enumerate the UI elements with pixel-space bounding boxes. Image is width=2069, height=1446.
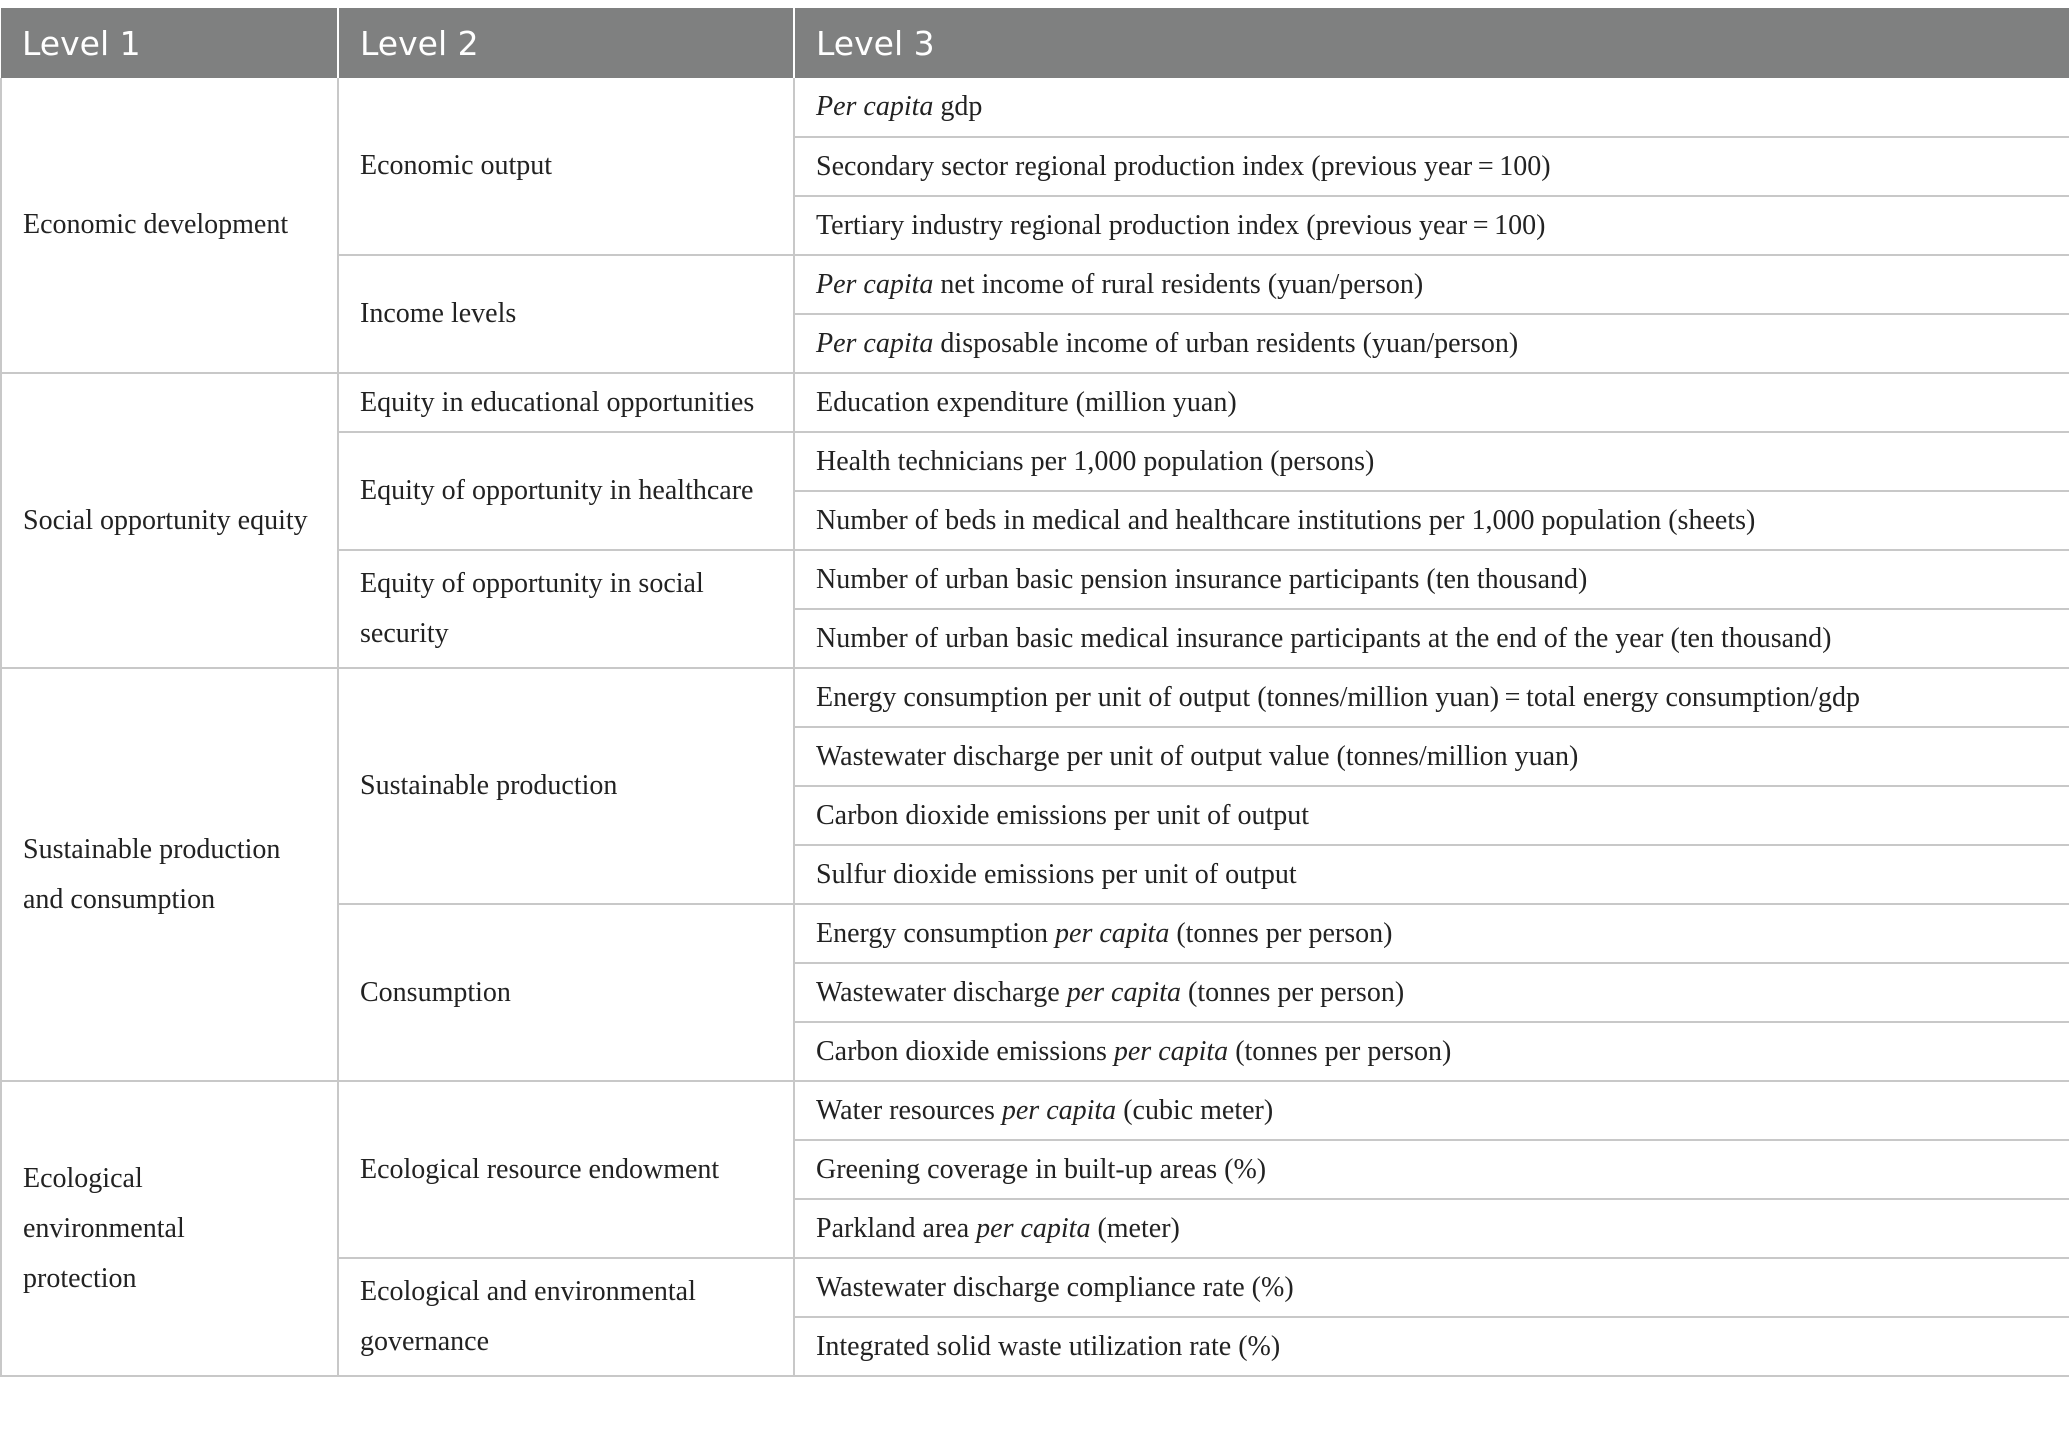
header-level-3: Level 3 bbox=[794, 8, 2069, 78]
level3-text: Integrated solid waste utilization rate (%) bbox=[816, 1330, 1281, 1362]
level2-cell bbox=[338, 668, 794, 904]
level3-text: Tertiary industry regional production index (previous year = 100) bbox=[816, 209, 1546, 241]
level3-cell bbox=[794, 137, 2069, 196]
level3-italic-text: per capita bbox=[1001, 1094, 1117, 1126]
level3-cell bbox=[794, 432, 2069, 491]
level3-cell bbox=[794, 1140, 2069, 1199]
level3-text: Number of urban basic medical insurance participants at the end of the year (ten thousand) bbox=[816, 622, 1832, 654]
level2-cell bbox=[338, 904, 794, 1081]
level3-text: Parkland area bbox=[816, 1212, 977, 1244]
level3-text: Number of beds in medical and healthcare institutions per 1,000 population (sheets) bbox=[816, 504, 1756, 536]
level3-cell bbox=[794, 78, 2069, 137]
level1-label: Economic development bbox=[23, 209, 289, 240]
level3-italic-text: per capita bbox=[1113, 1035, 1229, 1067]
level3-cell bbox=[794, 668, 2069, 727]
level2-label: Ecological and environmental governance bbox=[360, 1276, 696, 1357]
table-header bbox=[1, 8, 2069, 78]
level3-cell bbox=[794, 196, 2069, 255]
level3-text: Health technicians per 1,000 population (persons) bbox=[816, 445, 1375, 477]
level3-text: Carbon dioxide emissions bbox=[816, 1035, 1114, 1067]
level3-cell bbox=[794, 1317, 2069, 1376]
table-row bbox=[1, 668, 2069, 727]
level3-text: Energy consumption bbox=[816, 917, 1056, 949]
level3-text: gdp bbox=[933, 91, 983, 122]
level1-cell bbox=[1, 668, 338, 1081]
level3-cell bbox=[794, 1258, 2069, 1317]
level3-cell bbox=[794, 727, 2069, 786]
level3-text: Wastewater discharge per unit of output value (tonnes/million yuan) bbox=[816, 740, 1579, 772]
level3-italic-text: per capita bbox=[1055, 917, 1170, 949]
level3-cell bbox=[794, 550, 2069, 609]
level3-italic-text: Per capita bbox=[816, 268, 934, 300]
level2-label: Economic output bbox=[360, 150, 553, 181]
level3-text: Sulfur dioxide emissions per unit of output bbox=[816, 858, 1297, 890]
table-row bbox=[1, 78, 2069, 137]
level3-text: Education expenditure (million yuan) bbox=[816, 386, 1237, 418]
level1-cell bbox=[1, 1081, 338, 1376]
level3-text: Wastewater discharge bbox=[816, 976, 1067, 1008]
level1-label: Sustainable production and consumption bbox=[23, 833, 281, 915]
header-level-1: Level 1 bbox=[1, 8, 338, 78]
level3-text: Wastewater discharge compliance rate (%) bbox=[816, 1271, 1294, 1303]
level3-cell bbox=[794, 1081, 2069, 1140]
level2-label: Income levels bbox=[360, 298, 517, 329]
level3-text: Number of urban basic pension insurance participants (ten thousand) bbox=[816, 563, 1588, 595]
level3-cell bbox=[794, 373, 2069, 432]
level3-italic-text: per capita bbox=[976, 1212, 1091, 1244]
table-row bbox=[1, 373, 2069, 432]
level1-cell bbox=[1, 78, 338, 373]
level2-label: Ecological resource endowment bbox=[360, 1153, 720, 1185]
level3-text: Carbon dioxide emissions per unit of output bbox=[816, 799, 1310, 831]
level3-text: Water resources bbox=[816, 1094, 1002, 1126]
level3-cell bbox=[794, 845, 2069, 904]
level3-cell bbox=[794, 1022, 2069, 1081]
level3-text: disposable income of urban residents (yuan/person) bbox=[933, 327, 1519, 359]
level3-italic-text: per capita bbox=[1066, 976, 1181, 1008]
level3-text: Secondary sector regional production index (previous year = 100) bbox=[816, 150, 1551, 182]
level2-cell bbox=[338, 373, 794, 432]
level2-cell bbox=[338, 432, 794, 550]
level1-cell bbox=[1, 373, 338, 668]
level2-cell bbox=[338, 78, 794, 255]
level3-cell bbox=[794, 609, 2069, 668]
table-body bbox=[1, 78, 2069, 1376]
level3-cell bbox=[794, 314, 2069, 373]
level2-label: Equity of opportunity in social security bbox=[360, 568, 704, 649]
level2-label: Equity of opportunity in healthcare bbox=[360, 475, 754, 506]
level3-text: net income of rural residents (yuan/person) bbox=[933, 268, 1424, 300]
level3-text: Energy consumption per unit of output (tonnes/million yuan) = total energy consumption/gdp bbox=[816, 681, 1860, 713]
level3-text: (tonnes per person) bbox=[1228, 1035, 1452, 1067]
level2-cell bbox=[338, 1081, 794, 1258]
level3-cell bbox=[794, 786, 2069, 845]
level2-cell bbox=[338, 255, 794, 373]
level3-cell bbox=[794, 904, 2069, 963]
level3-text: (tonnes per person) bbox=[1181, 976, 1405, 1008]
level3-text: (meter) bbox=[1090, 1212, 1180, 1244]
level3-italic-text: Per capita bbox=[816, 91, 934, 122]
level2-label: Sustainable production bbox=[360, 770, 618, 801]
level3-text: (tonnes per person) bbox=[1169, 917, 1393, 949]
level3-cell bbox=[794, 255, 2069, 314]
level2-cell bbox=[338, 550, 794, 668]
level2-label: Equity in educational opportunities bbox=[360, 386, 755, 418]
level3-cell bbox=[794, 963, 2069, 1022]
level3-italic-text: Per capita bbox=[816, 327, 934, 359]
header-level-2: Level 2 bbox=[338, 8, 794, 78]
level3-text: (cubic meter) bbox=[1116, 1094, 1274, 1126]
level3-text: Greening coverage in built-up areas (%) bbox=[816, 1153, 1267, 1185]
level3-cell bbox=[794, 1199, 2069, 1258]
header-row bbox=[1, 8, 2069, 78]
level2-cell bbox=[338, 1258, 794, 1376]
table-row bbox=[1, 1081, 2069, 1140]
level1-label: Social opportunity equity bbox=[23, 504, 308, 536]
level2-label: Consumption bbox=[360, 976, 511, 1008]
indicator-table bbox=[0, 8, 2069, 1377]
level3-cell bbox=[794, 491, 2069, 550]
level1-label: Ecological environmental protection bbox=[23, 1162, 185, 1294]
